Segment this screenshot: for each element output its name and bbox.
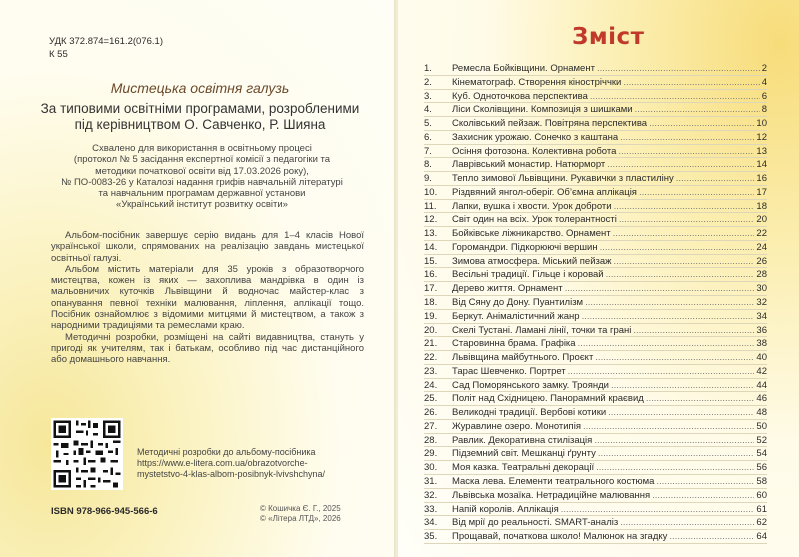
toc-page: 52 [756,434,767,446]
toc-number: 5. [424,118,432,130]
toc-title: Лапки, вушка і хвости. Урок доброти [452,200,612,212]
toc-leader [600,241,755,255]
toc-entry[interactable] [424,406,767,420]
copyright-line: © «Літера ЛТД», 2026 [260,514,341,523]
program-line: під керівництвом О. Савченко, Р. Шияна [74,117,326,132]
description-paragraph: Альбом містить матеріали для 35 уроків з образотворчого мистецтва, кожен із яких — захоплива мандрівка в один із мальовничих куточків Львівщини й водночас майстер-клас з опанування певної техніки малювання, ліплення, аплікації тощо. Посібник ознайомлює з відомими митцями й мистецтвом, а також з народними традиціями та ремеслами краю. [51,263,364,332]
toc-leader [620,131,754,145]
toc-leader [639,186,754,200]
approval-line: Схвалено для використання в освітньому процесі [92,143,312,154]
toc-number: 30. [424,462,438,474]
toc-page: 12 [756,131,767,143]
toc-title: Журавлине озеро. Монотипія [452,420,581,432]
qr-link[interactable]: mystetstvo-4-klas-albom-posibnyk-lvivshchyna/ [137,469,326,479]
toc-entry[interactable] [424,186,767,200]
toc-number: 1. [424,63,432,74]
toc-entry[interactable] [424,503,767,517]
toc-leader [635,103,760,117]
toc-entry[interactable] [424,337,767,351]
toc-title: Від Сяну до Дону. Пуантилізм [452,297,584,309]
toc-number: 29. [424,448,438,460]
toc-entry[interactable] [424,62,767,76]
toc-leader [594,434,754,448]
toc-page: 24 [756,241,767,253]
toc-leader [676,172,755,186]
toc-leader [568,365,755,379]
toc-entry[interactable] [424,420,767,434]
toc-leader [607,158,754,172]
toc-entry[interactable] [424,296,767,310]
toc-entry[interactable] [424,351,767,365]
toc-page: 10 [756,118,767,130]
description-paragraph: Методичні розробки, розміщені на сайті видавництва, стануть у пригоді як учителям, так і батькам, особливо під час дистанційного або домашнього навчання. [51,331,364,366]
toc-number: 8. [424,159,432,171]
toc-title: Дерево життя. Орнамент [452,283,563,295]
toc-number: 15. [424,255,438,267]
toc-page: 26 [756,255,767,267]
toc-number: 21. [424,338,438,350]
toc-page: 28 [756,269,767,281]
toc-number: 9. [424,173,432,185]
toc-entry[interactable] [424,200,767,214]
toc-title: Маска лева. Елементи театрального костюма [452,475,655,487]
toc-leader [561,503,755,517]
toc-entry[interactable] [424,475,767,489]
toc-leader [620,516,754,530]
subject-heading: Мистецька освітня галузь [110,80,290,96]
toc-page: 34 [756,310,767,322]
toc-number: 23. [424,365,438,377]
toc-number: 11. [424,200,437,212]
toc-title: Осіння фотозона. Колективна робота [452,145,617,157]
toc-entry[interactable] [424,158,767,172]
toc-page: 17 [756,186,767,198]
toc-leader [669,530,754,544]
toc-leader [611,379,754,393]
toc-title: Захисник урожаю. Сонечко з каштана [452,131,619,143]
toc-title: Тарас Шевченко. Портрет [452,365,566,377]
toc-number: 16. [424,269,438,281]
approval-line: № ПО-0083-26 у Каталозі надання грифів навчальній літературі [61,176,343,188]
toc-number: 25. [424,393,438,405]
bbk-code: К 55 [49,49,68,60]
toc-entry[interactable] [424,131,767,145]
toc-entry[interactable] [424,255,767,269]
description-paragraph: Альбом-посібник завершує серію видань для 1–4 класів Нової української школи, спрямованих на реалізацію завдань мистецької освітньої галузі. [51,230,364,264]
toc-leader [585,296,754,310]
toc-page: 42 [756,365,767,377]
toc-title: Сад Поморянського замку. Троянди [452,379,609,391]
toc-leader [597,62,760,76]
toc-entry[interactable] [424,103,767,117]
toc-number: 6. [424,131,432,143]
toc-leader [613,227,755,241]
toc-number: 3. [424,90,432,102]
toc-title: Тепло зимової Львівщини. Рукавички з пластиліну [452,173,674,185]
approval-note [52,143,352,211]
toc-page: 40 [756,352,767,364]
toc-entry[interactable] [424,530,767,544]
isbn: ISBN 978-966-945-566-6 [51,506,158,517]
toc-title: Від мрії до реальності. SMART-аналіз [452,517,619,529]
toc-page: 8 [761,104,767,116]
toc-entry[interactable] [424,434,767,448]
toc-title: Старовинна брама. Графіка [452,338,576,350]
toc-page: 54 [756,448,767,460]
toc-page: 16 [756,173,767,185]
approval-line: та навчальним програмам державної установи [98,188,306,200]
toc-leader [595,351,754,365]
toc-entry[interactable] [424,117,767,131]
toc-number: 14. [424,241,438,253]
toc-entry[interactable] [424,447,767,461]
toc-number: 34. [424,517,438,529]
toc-title: Прощавай, початкова школо! Малюнок на згадку [452,531,668,543]
toc-leader [656,475,754,489]
toc-title: Львівщина майбутнього. Проєкт [452,352,594,364]
toc-leader [619,213,755,227]
toc-entry[interactable] [424,145,767,159]
toc-title: Напій королів. Аплікація [452,503,559,515]
toc-title: Різдвяний янгол-оберіг. Об’ємна аплікація [452,186,637,198]
table-of-contents [424,62,767,544]
copyright [260,504,341,524]
toc-page: 48 [756,407,767,419]
toc-leader [583,420,754,434]
toc-leader [649,117,754,131]
toc-number: 7. [424,145,432,157]
toc-page: 62 [756,517,767,529]
toc-title: Зимова атмосфера. Міський пейзаж [452,255,612,267]
copyright-line: © Кошичка Є. Г., 2025 [260,504,341,513]
toc-leader [652,489,754,503]
toc-page: 46 [756,393,767,405]
approval-line: (протокол № 5 засідання експертної комісії з педагогіки та [73,154,331,166]
toc-leader [598,447,755,461]
toc-title: Великодні традиції. Вербові котики [452,407,607,419]
toc-number: 12. [424,214,438,226]
toc-entry[interactable] [424,268,767,282]
toc-page: 13 [756,145,767,157]
toc-leader [623,76,759,90]
toc-title: Сколівський пейзаж. Повітряна перспектива [452,118,648,130]
toc-number: 18. [424,297,438,309]
qr-caption-line: Методичні розробки до альбому-посібника [137,447,316,457]
udc-code: УДК 372.874=161.2(076.1) [49,36,163,47]
toc-entry[interactable] [424,310,767,324]
qr-code[interactable] [51,418,123,490]
toc-title: Весільні традиції. Гільце і коровай [452,269,604,281]
toc-entry[interactable] [424,76,767,90]
contents-title: Зміст [572,24,645,50]
toc-page: 20 [756,214,767,226]
toc-page: 4 [761,76,767,88]
toc-page: 22 [756,228,767,240]
toc-leader [608,406,754,420]
toc-title: Беркут. Анімалістичний жанр [452,310,580,322]
toc-number: 13. [424,228,438,240]
catalog-codes [49,35,163,61]
approval-line: «Український інститут розвитку освіти» [116,199,288,211]
toc-title: Світ один на всіх. Урок толерантності [452,214,617,226]
toc-title: Ремесла Бойківщини. Орнамент [452,63,595,74]
qr-link[interactable]: https://www.e-litera.com.ua/obrazotvorche- [137,458,308,468]
toc-leader [606,268,755,282]
toc-leader [646,392,755,406]
toc-entry[interactable] [424,365,767,379]
toc-page: 32 [756,297,767,309]
toc-title: Горомандри. Підкорюючі вершин [452,241,598,253]
toc-entry[interactable] [424,90,767,104]
toc-entry[interactable] [424,516,767,530]
toc-title: Підземний світ. Мешканці ґрунту [452,448,596,460]
toc-number: 26. [424,407,438,419]
toc-number: 33. [424,503,438,515]
toc-page: 6 [761,90,767,102]
toc-title: Равлик. Декоративна стилізація [452,434,593,446]
toc-number: 31. [424,475,438,487]
toc-entry[interactable] [424,282,767,296]
toc-number: 17. [424,283,438,295]
toc-entry[interactable] [424,324,767,338]
toc-page: 60 [756,489,767,501]
toc-leader [578,337,755,351]
toc-entry[interactable] [424,172,767,186]
toc-title: Бойківське ліжникарство. Орнамент [452,228,611,240]
toc-number: 35. [424,531,438,543]
toc-page: 18 [756,200,767,212]
toc-leader [618,145,754,159]
toc-number: 22. [424,352,438,364]
toc-title: Лаврівський монастир. Натюрморт [452,159,606,171]
toc-number: 10. [424,186,438,198]
toc-number: 32. [424,489,438,501]
toc-entry[interactable] [424,213,767,227]
left-page [0,0,396,557]
toc-entry[interactable] [424,489,767,503]
program-line: За типовими освітніми програмами, розробленими [40,101,360,116]
toc-title: Політ над Східницею. Панорамний краєвид [452,393,644,405]
toc-page: 14 [756,159,767,171]
toc-leader [590,90,760,104]
toc-number: 2. [424,76,432,88]
toc-leader [614,200,755,214]
approval-line: методики початкової освіти від 17.03.2026 року), [95,165,309,177]
toc-number: 20. [424,324,438,336]
toc-page: 50 [756,420,767,432]
toc-entry[interactable] [424,392,767,406]
toc-title: Кінематограф. Створення кіностріччки [452,76,622,88]
toc-page: 2 [761,63,767,74]
toc-number: 24. [424,379,438,391]
toc-leader [596,461,754,475]
toc-page: 44 [756,379,767,391]
toc-page: 30 [756,283,767,295]
book-description [51,230,364,366]
toc-page: 38 [756,338,767,350]
toc-title: Моя казка. Театральні декорації [452,462,595,474]
toc-leader [614,255,755,269]
toc-title: Скелі Тустані. Ламані лінії, точки та грані [452,324,632,336]
toc-number: 28. [424,434,438,446]
toc-entry[interactable] [424,379,767,393]
toc-leader [633,324,754,338]
toc-page: 36 [756,324,767,336]
toc-page: 56 [756,462,767,474]
toc-number: 19. [424,310,438,322]
toc-entry[interactable] [424,227,767,241]
toc-entry[interactable] [424,241,767,255]
toc-leader [582,310,755,324]
toc-entry[interactable] [424,461,767,475]
toc-page: 64 [756,531,767,543]
toc-number: 27. [424,420,438,432]
toc-page: 58 [756,475,767,487]
toc-page: 61 [756,503,767,515]
toc-leader [565,282,755,296]
qr-caption [137,447,377,480]
toc-title: Куб. Одноточкова перспектива [452,90,588,102]
toc-number: 4. [424,104,432,116]
program-note [0,101,400,133]
toc-title: Ліси Сколівщини. Композиція з шишками [452,104,633,116]
toc-title: Львівська мозаїка. Нетрадиційне малювання [452,489,651,501]
